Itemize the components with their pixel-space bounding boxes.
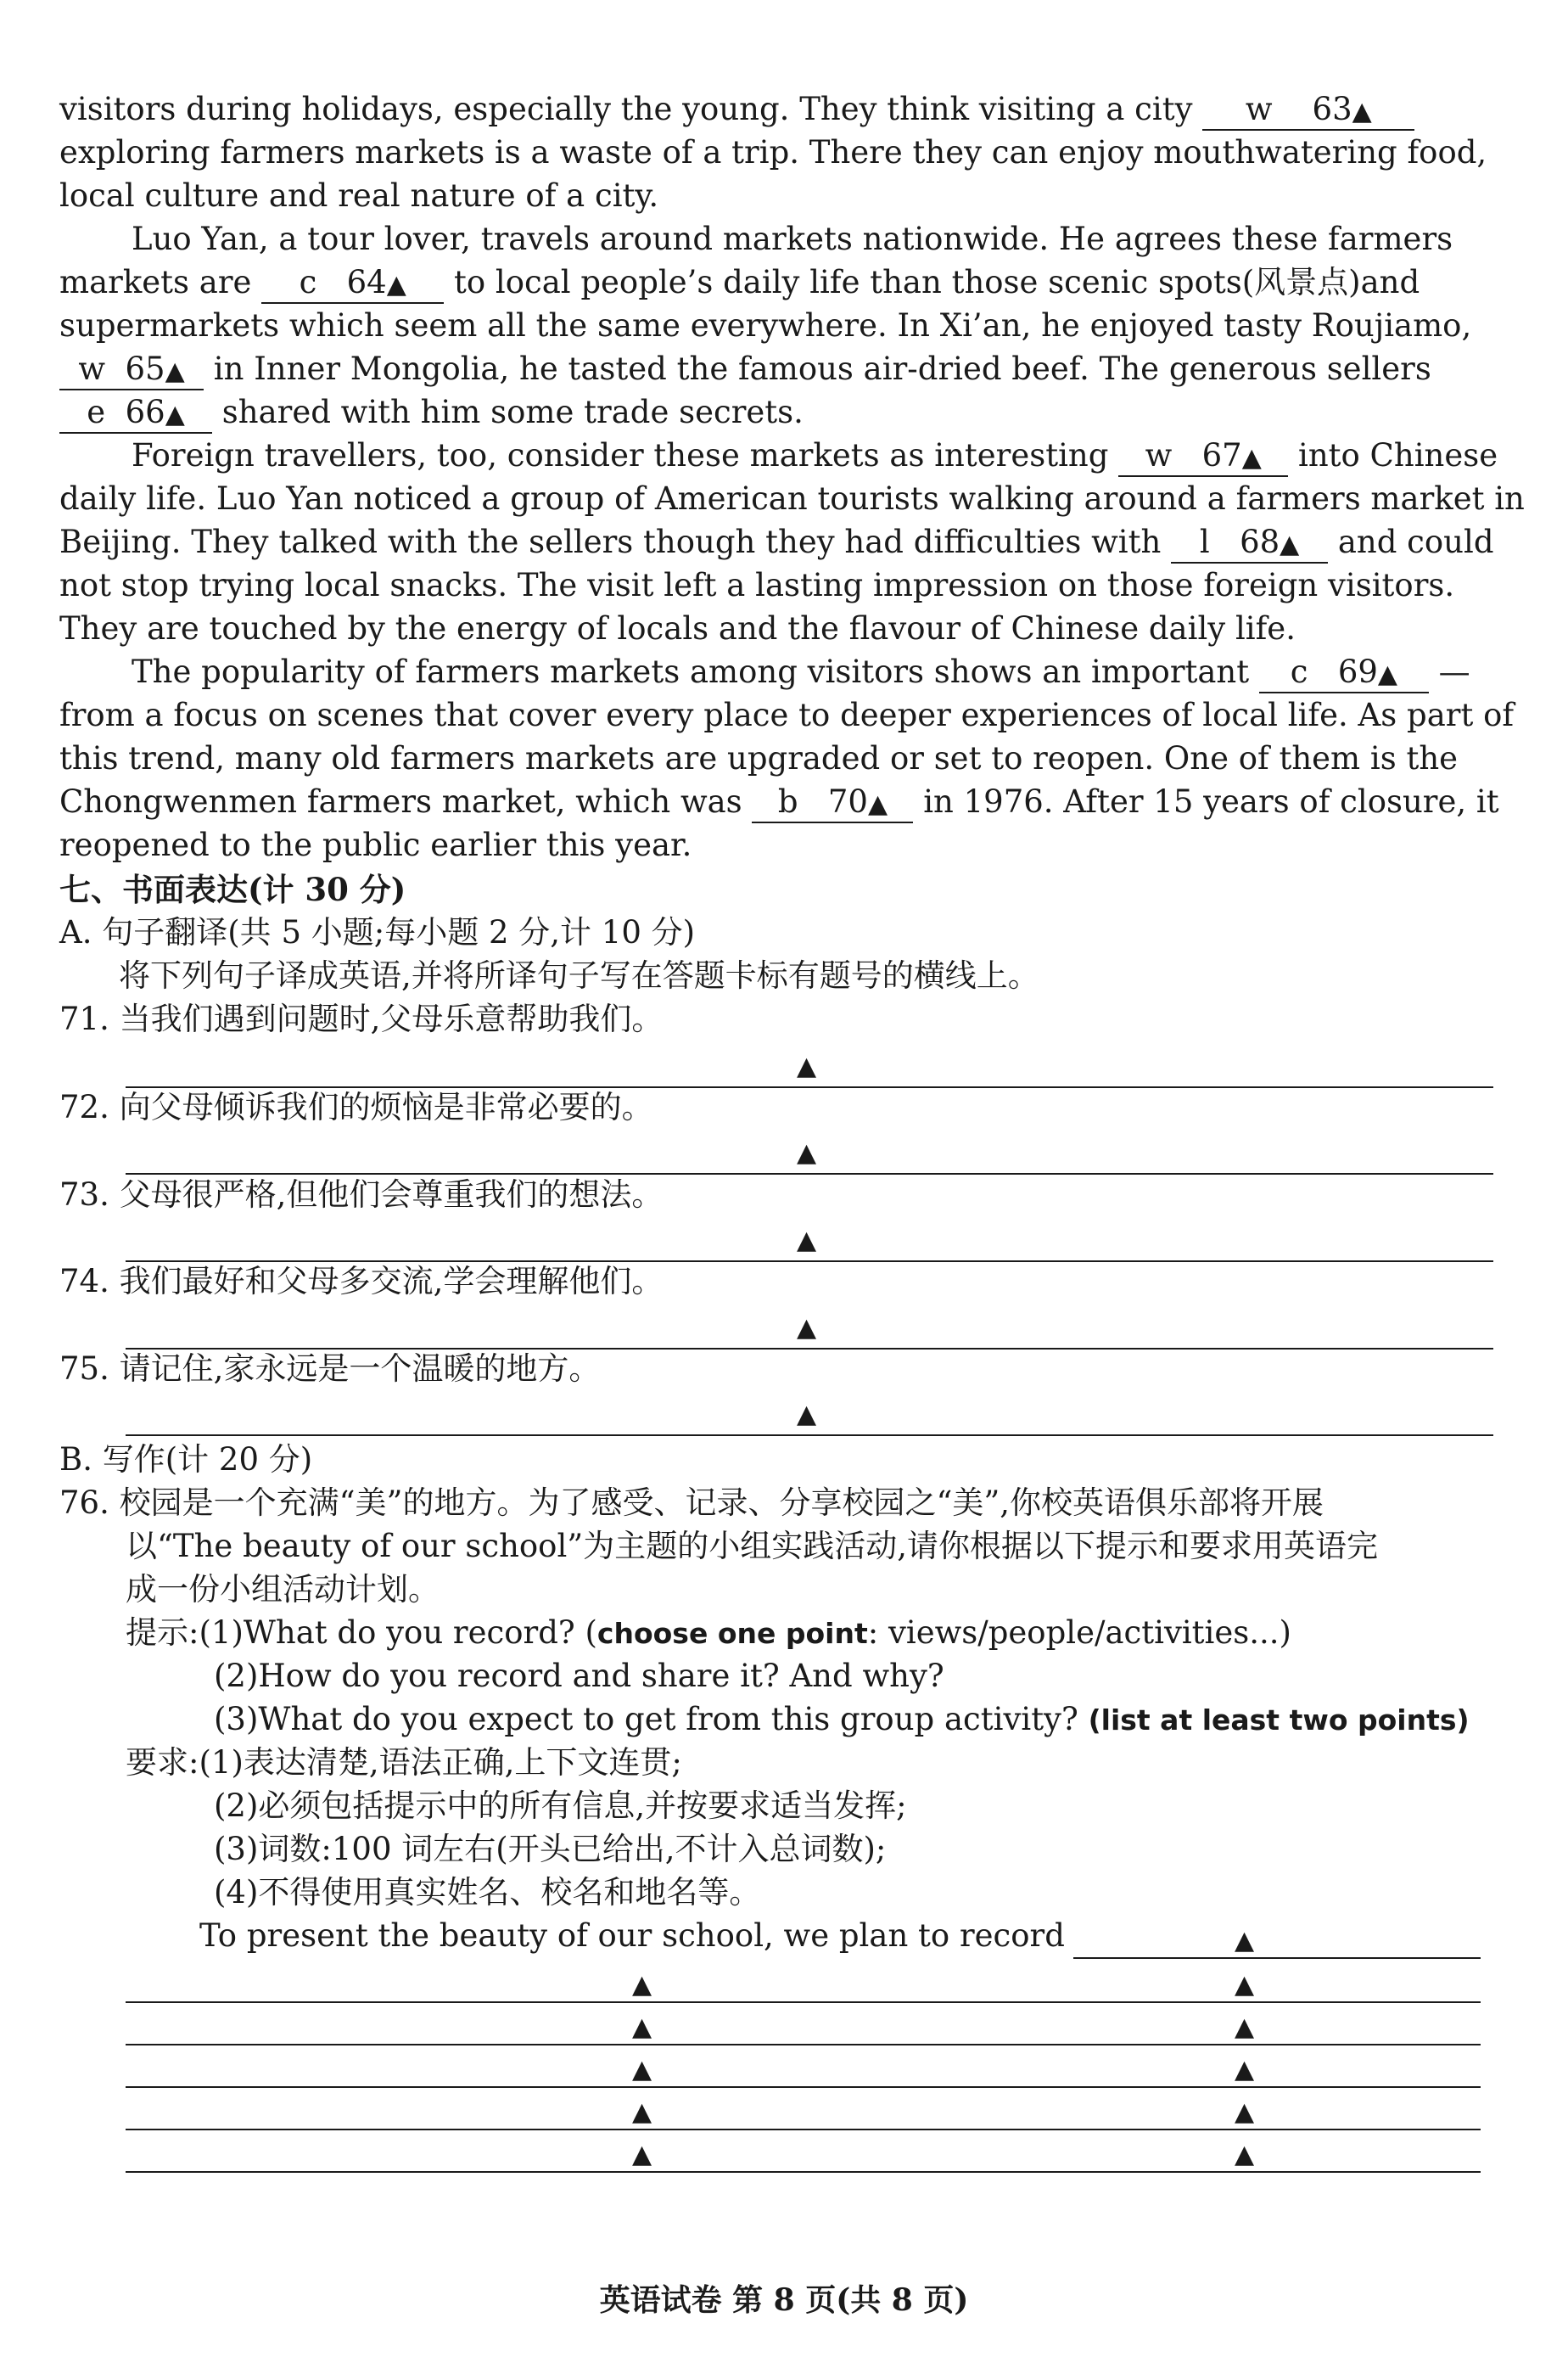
triangle-marker-icon: ▲	[1235, 2140, 1255, 2169]
triangle-marker-icon: ▲	[1235, 2012, 1255, 2042]
blank-68[interactable]: l 68▲	[1171, 525, 1328, 564]
requirement-4: (4)不得使用真实姓名、校名和地名等。	[214, 1874, 761, 1911]
writing-line-4[interactable]	[126, 2129, 1481, 2130]
triangle-marker-icon: ▲	[632, 1970, 652, 2000]
triangle-marker-icon: ▲	[867, 789, 888, 819]
writing-starter: To present the beauty of our school, we plan to record	[199, 1917, 1065, 1954]
passage-line-4: Luo Yan, a tour lover, travels around markets nationwide. He agrees these farmers	[132, 221, 1453, 257]
triangle-marker-icon: ▲	[386, 270, 406, 300]
triangle-marker-icon: ▲	[632, 2140, 652, 2169]
triangle-marker-icon: ▲	[1235, 2055, 1255, 2085]
triangle-marker-icon: ▲	[1241, 443, 1262, 473]
blank-66[interactable]: e 66▲	[59, 396, 212, 434]
requirement-1: 要求:(1)表达清楚,语法正确,上下文连贯;	[126, 1744, 682, 1781]
translation-item-74: 74. 我们最好和父母多交流,学会理解他们。	[59, 1263, 664, 1299]
passage-line-9: Foreign travellers, too, consider these markets as interesting w 67▲ into Chinese	[132, 435, 1498, 477]
triangle-marker-icon: ▲	[797, 1226, 817, 1255]
translation-item-72: 72. 向父母倾诉我们的烦恼是非常必要的。	[59, 1089, 653, 1125]
blank-64[interactable]: c 64▲	[261, 266, 444, 304]
triangle-marker-icon: ▲	[632, 2055, 652, 2085]
passage-line-11: Beijing. They talked with the sellers though they had difficulties with l 68▲ and could	[59, 521, 1494, 564]
passage-line-10: daily life. Luo Yan noticed a group of American tourists walking around a farmers market in	[59, 480, 1525, 517]
passage-line-8: e 66▲ shared with him some trade secrets.	[59, 391, 804, 434]
triangle-marker-icon: ▲	[632, 2012, 652, 2042]
triangle-marker-icon: ▲	[1352, 97, 1372, 126]
passage-line-1: visitors during holidays, especially the young. They think visiting a city w 63▲	[59, 88, 1414, 131]
passage-line-3: local culture and real nature of a city.	[59, 177, 659, 214]
blank-65[interactable]: w 65▲	[59, 352, 204, 390]
writing-line-0[interactable]	[1073, 1957, 1481, 1959]
passage-line-12: not stop trying local snacks. The visit left a lasting impression on those foreign visitors.	[59, 567, 1455, 603]
writing-line-1[interactable]	[126, 2001, 1481, 2003]
triangle-marker-icon: ▲	[1280, 530, 1300, 559]
passage-line-17: Chongwenmen farmers market, which was b 70▲ in 1976. After 15 years of closure, it	[59, 781, 1499, 823]
blank-67[interactable]: w 67▲	[1118, 439, 1288, 477]
page-footer: 英语试卷 第 8 页(共 8 页)	[599, 2282, 969, 2318]
q76-line-2: 以“The beauty of our school”为主题的小组实践活动,请你根据以下提示和要求用英语完	[126, 1528, 1378, 1564]
hint-2: (2)How do you record and share it? And why?	[214, 1658, 944, 1694]
triangle-marker-icon: ▲	[165, 400, 185, 429]
triangle-marker-icon: ▲	[1377, 659, 1397, 689]
triangle-marker-icon: ▲	[797, 1138, 817, 1168]
triangle-marker-icon: ▲	[165, 356, 185, 386]
hint-3: (3)What do you expect to get from this group activity? (list at least two points)	[214, 1701, 1470, 1737]
answer-line-75[interactable]	[126, 1434, 1493, 1436]
passage-line-7: w 65▲ in Inner Mongolia, he tasted the famous air-dried beef. The generous sellers	[59, 348, 1431, 390]
writing-line-2[interactable]	[126, 2044, 1481, 2045]
translation-item-71: 71. 当我们遇到问题时,父母乐意帮助我们。	[59, 1001, 664, 1037]
requirement-2: (2)必须包括提示中的所有信息,并按要求适当发挥;	[214, 1787, 907, 1824]
triangle-marker-icon: ▲	[797, 1313, 817, 1343]
passage-line-14: The popularity of farmers markets among visitors shows an important c 69▲ —	[132, 651, 1470, 693]
triangle-marker-icon: ▲	[1235, 2097, 1255, 2127]
writing-line-3[interactable]	[126, 2086, 1481, 2088]
triangle-marker-icon: ▲	[1235, 1970, 1255, 2000]
passage-line-18: reopened to the public earlier this year.	[59, 827, 692, 863]
hint-1: 提示:(1)What do you record? (choose one point: views/people/activities...)	[126, 1614, 1291, 1651]
writing-line-5[interactable]	[126, 2171, 1481, 2173]
passage-line-15: from a focus on scenes that cover every place to deeper experiences of local life. As part of	[59, 697, 1515, 733]
triangle-marker-icon: ▲	[632, 2097, 652, 2127]
triangle-marker-icon: ▲	[797, 1400, 817, 1429]
triangle-marker-icon: ▲	[1235, 1926, 1255, 1956]
q76-line-1: 76. 校园是一个充满“美”的地方。为了感受、记录、分享校园之“美”,你校英语俱乐部将开展	[59, 1484, 1324, 1521]
q76-line-3: 成一份小组活动计划。	[126, 1571, 440, 1608]
part-a-instruction: 将下列句子译成英语,并将所译句子写在答题卡标有题号的横线上。	[119, 957, 1039, 994]
part-b-heading: B. 写作(计 20 分)	[59, 1441, 313, 1478]
blank-63[interactable]: w 63▲	[1202, 93, 1414, 131]
translation-item-73: 73. 父母很严格,但他们会尊重我们的想法。	[59, 1176, 664, 1213]
passage-line-2: exploring farmers markets is a waste of a trip. There they can enjoy mouthwatering food,	[59, 134, 1487, 171]
section-heading: 七、书面表达(计 30 分)	[59, 871, 406, 908]
translation-item-75: 75. 请记住,家永远是一个温暖的地方。	[59, 1350, 601, 1387]
passage-line-6: supermarkets which seem all the same everywhere. In Xi’an, he enjoyed tasty Roujiamo,	[59, 307, 1472, 344]
passage-line-13: They are touched by the energy of locals and the flavour of Chinese daily life.	[59, 610, 1296, 647]
blank-69[interactable]: c 69▲	[1259, 655, 1429, 693]
triangle-marker-icon: ▲	[797, 1052, 817, 1081]
passage-line-5: markets are c 64▲ to local people’s daily life than those scenic spots(风景点)and	[59, 261, 1420, 304]
passage-line-16: this trend, many old farmers markets are upgraded or set to reopen. One of them is the	[59, 740, 1459, 777]
part-a-heading: A. 句子翻译(共 5 小题;每小题 2 分,计 10 分)	[59, 914, 696, 951]
requirement-3: (3)词数:100 词左右(开头已给出,不计入总词数);	[214, 1831, 887, 1867]
blank-70[interactable]: b 70▲	[752, 785, 913, 823]
